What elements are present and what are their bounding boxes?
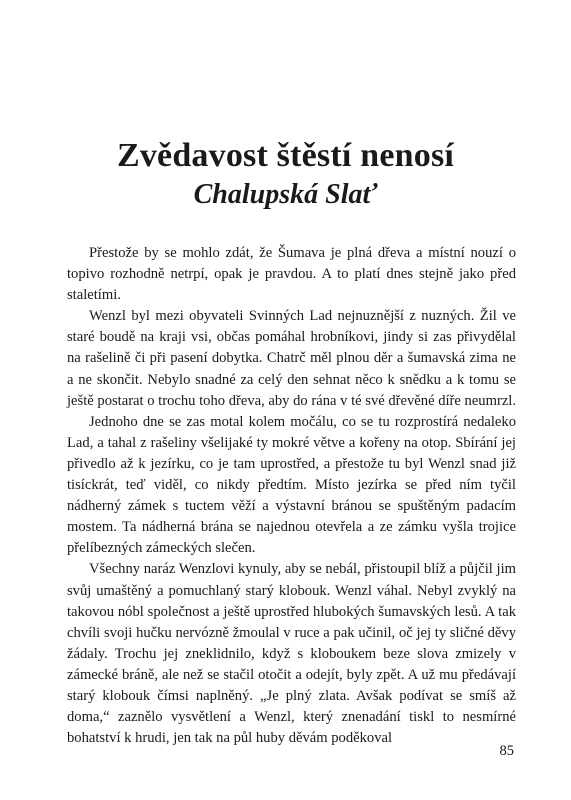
- page-number: 85: [499, 743, 514, 759]
- paragraph: Wenzl byl mezi obyvateli Svinných Lad nejnuznější z nuzných. Žil ve staré boudě na kraji vsi, občas pomáhal hrobníkovi, jindy si zas přivydělal na rašelině či při pasení dobytka. Chatrč měl plnou děr a šumavská zima ne a ne skončit. Nebylo snadné za celý den sehnat něco k snědku a k tomu se ještě postarat o trochu toho dřeva, aby do rána v té své dřevěné díře neumrzl.: [67, 308, 516, 409]
- paragraph: Přestože by se mohlo zdát, že Šumava je plná dřeva a místní nouzí o topivo rozhodně netrpí, opak je pravdou. A to platí dnes stejně jako před staletími.: [67, 245, 516, 304]
- paragraph: Jednoho dne se zas motal kolem močálu, co se tu rozprostírá nedaleko Lad, a tahal z rašeliny všelijaké ty mokré větve a kořeny na otop. Sbírání jej přivedlo až k jezírku, co je tam uprostřed, a přestože tu byl Wenzl snad již tisíckrát, teď viděl, co nikdy předtím. Místo jezírka se před ním tyčil nádherný zámek s tuctem věží a výstavní bránou se spuštěným padacím mostem. Ta nádherná brána se najednou otevřela a ze zámku vyšla trojice přelíbezných zámeckých slečen.: [67, 413, 516, 557]
- chapter-title: Zvědavost štěstí nenosí: [116, 137, 455, 174]
- body-text: [67, 243, 516, 749]
- paragraph: Všechny naráz Wenzlovi kynuly, aby se nebál, přistoupil blíž a půjčil jim svůj umaštěný a pomuchlaný starý klobouk. Wenzl váhal. Nebyl zvyklý na takovou nóbl společnost a ještě uprostřed hlubokých šumavských lesů. A tak chvíli svoji hučku nervózně žmoulal v ruce a pak učinil, oč jej ty sličné děvy žádaly. Trochu jej zneklidnilo, když s kloboukem beze slova zmizely v zámecké bráně, ale než se stačil otočit a odejít, byly zpět. A už mu předávají starý klobouk čímsi naplněný. „Je plný zlata. Avšak podívat se smíš až doma,“ zaznělo vysvětlení a Wenzl, který znenadání tiskl to nesmírné bohatství k hrudi, jen tak na půl huby děvám poděkoval: [67, 561, 516, 747]
- chapter-subtitle: Chalupská Slať: [193, 179, 378, 210]
